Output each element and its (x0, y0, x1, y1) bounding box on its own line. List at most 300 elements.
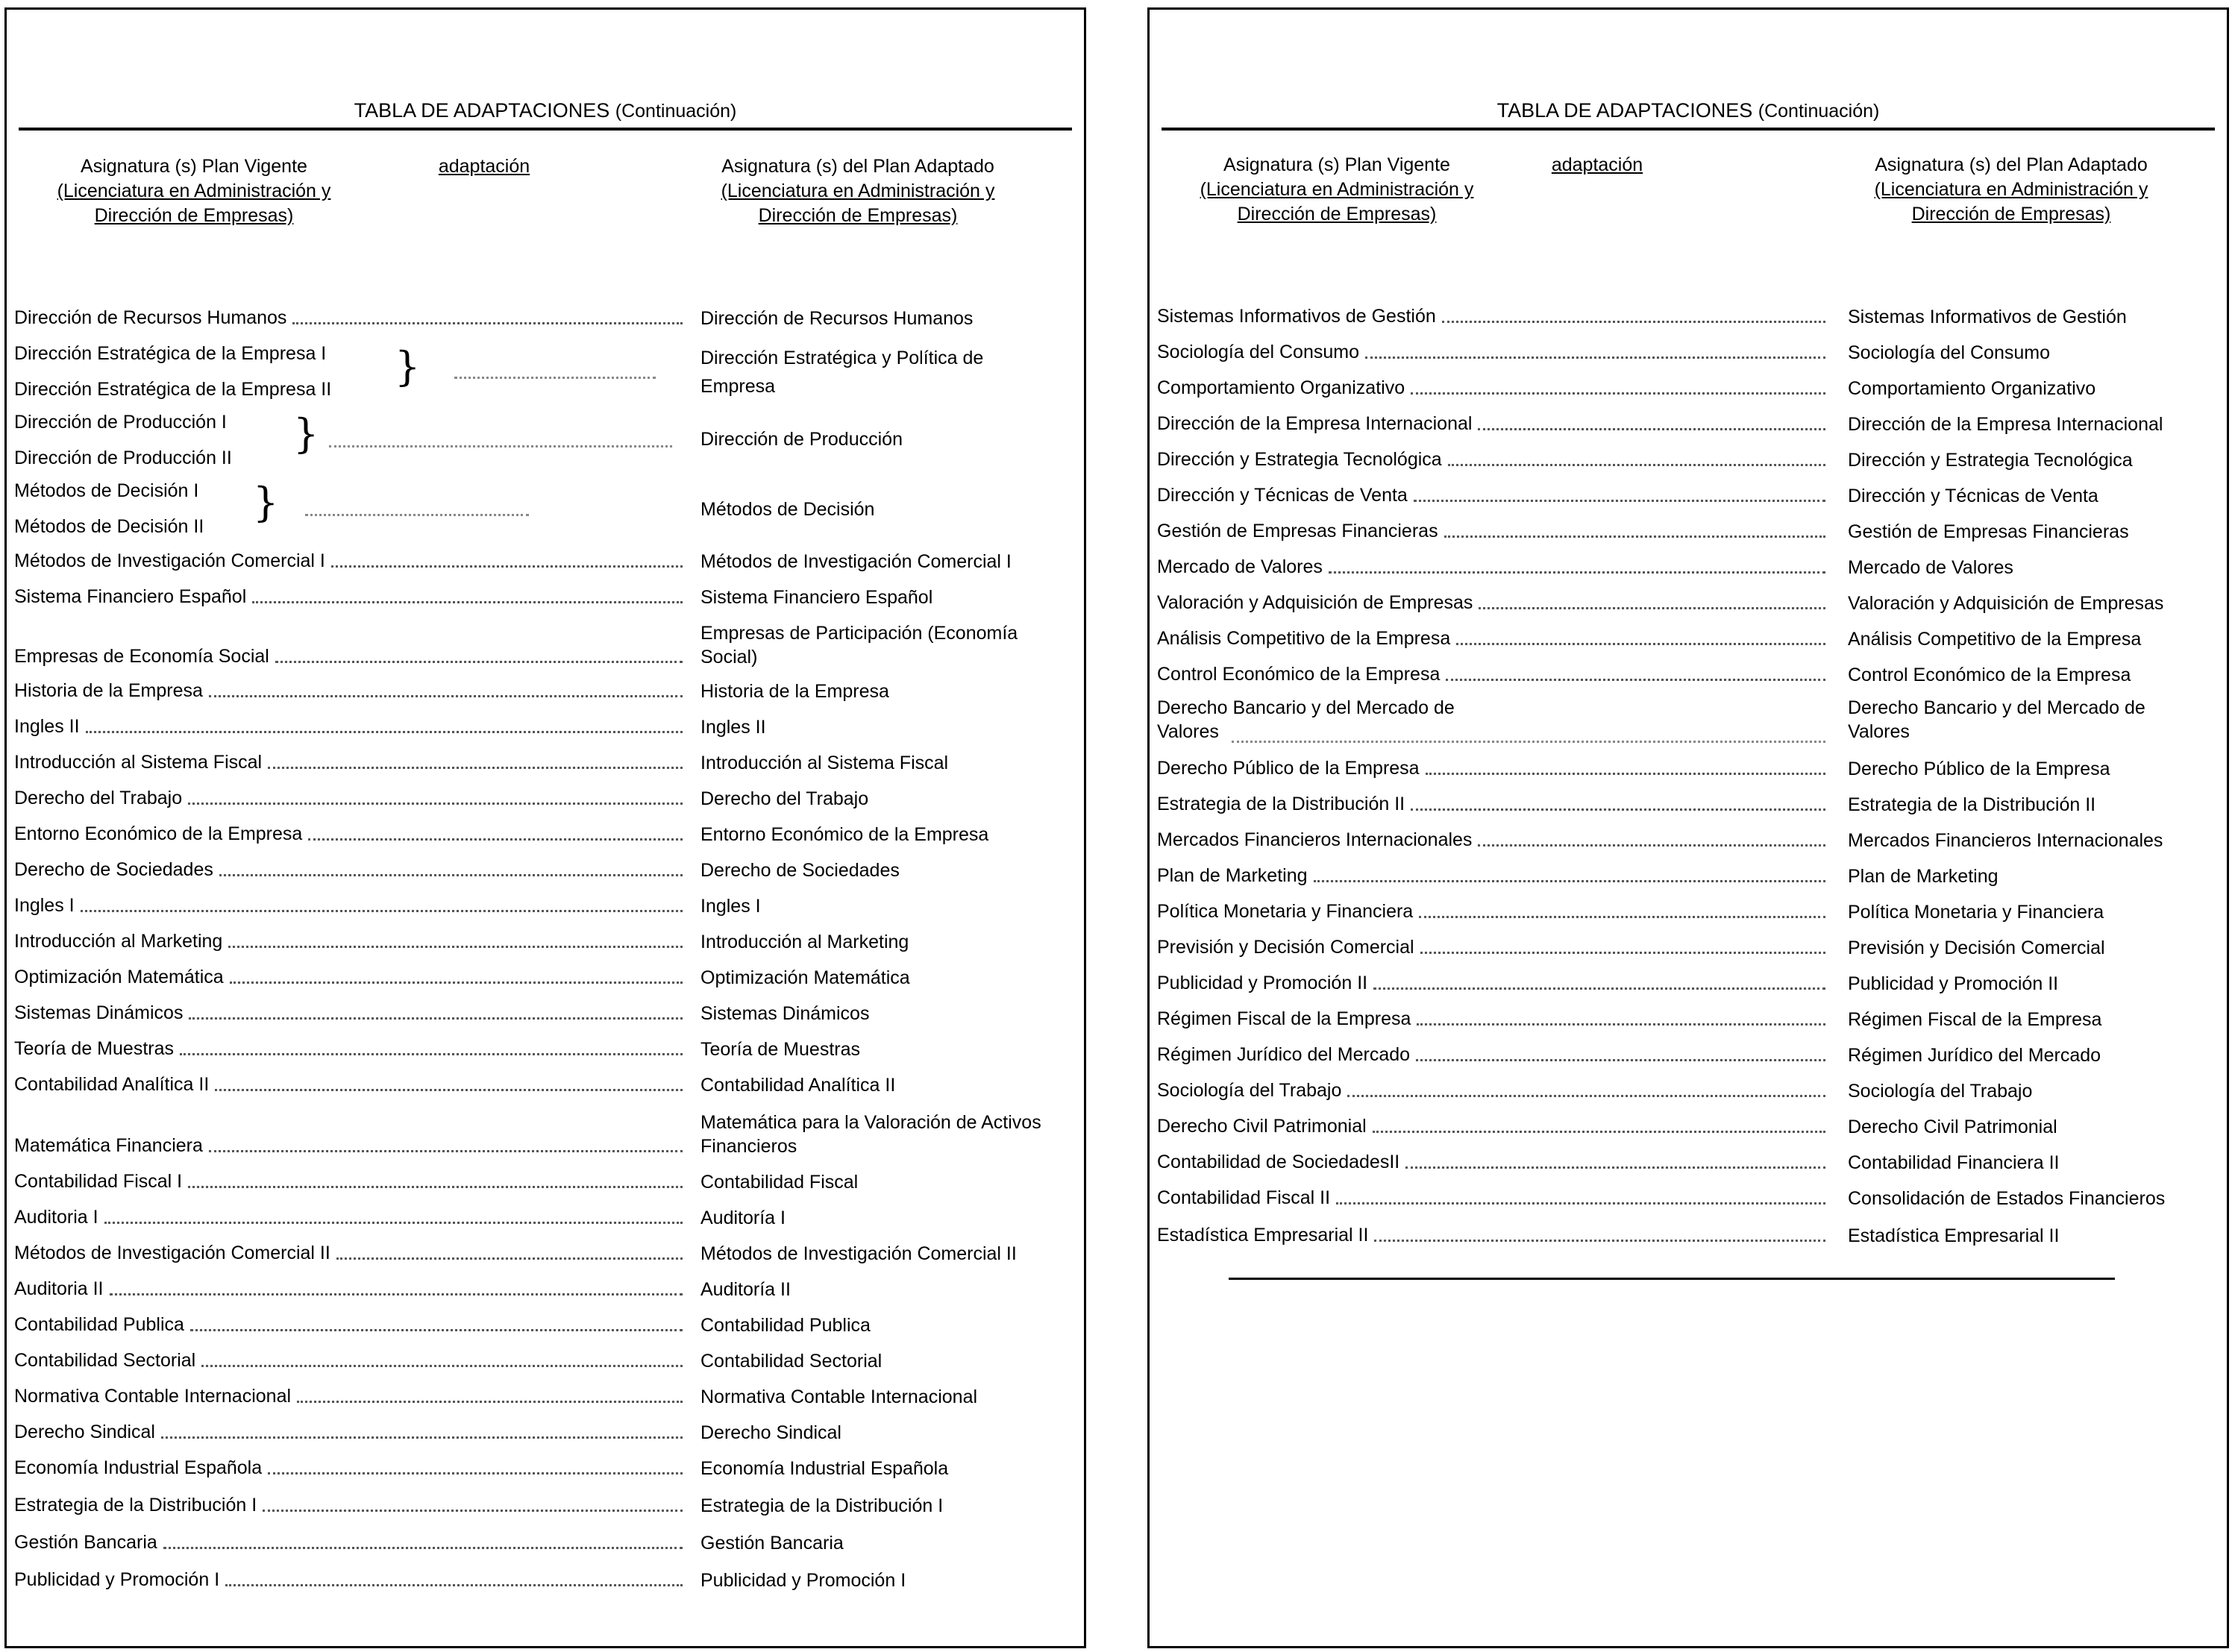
vigente-text: Dirección de Recursos Humanos (14, 307, 287, 328)
table-row (7, 1106, 1084, 1158)
vigente-text: Contabilidad de SociedadesII (1157, 1152, 1400, 1172)
vigente-cell (1157, 518, 1825, 544)
table-row (1150, 375, 2227, 401)
leader-dots (275, 661, 683, 663)
vigente-cell (14, 1276, 683, 1301)
leader-dots (230, 982, 683, 984)
adaptado-text: Sistema Financiero Español (700, 587, 933, 608)
vigente-cell (1157, 1149, 1825, 1175)
adaptado-text: Gestión de Empresas Financieras (1848, 521, 2129, 542)
vigente-text: Estrategia de la Distribución II (1157, 794, 1405, 814)
adaptado-text: Control Económico de la Empresa (1848, 665, 2131, 685)
adaptado-text: Estadística Empresarial II (1848, 1225, 2060, 1246)
page-left (4, 7, 1086, 1648)
leader-dots (1416, 1059, 1825, 1061)
vigente-cell (1157, 1114, 1825, 1139)
leader-dots (1478, 428, 1825, 430)
vigente-text: Análisis Competitivo de la Empresa (1157, 628, 1451, 649)
vigente-cell (1157, 899, 1825, 924)
vigente-text: Métodos de Investigación Comercial I (14, 550, 325, 571)
table-row (1150, 756, 2227, 781)
header-line: (Licenciatura en Administración y (1874, 179, 2148, 200)
vigente-text: Contabilidad Publica (14, 1314, 184, 1335)
adaptado-text: Estrategia de la Distribución I (700, 1495, 944, 1516)
table-row (7, 678, 1084, 703)
vigente-cell (14, 964, 683, 990)
vigente-text: Régimen Fiscal de la Empresa (1157, 1008, 1411, 1029)
leader-dots (1456, 643, 1825, 645)
leader-dots (219, 874, 683, 876)
vigente-text: Estadística Empresarial II (1157, 1225, 1369, 1246)
header-line: Asignatura (s) Plan Vigente (1223, 154, 1450, 175)
vigente-cell (1157, 791, 1825, 817)
leader-dots (1405, 1166, 1825, 1169)
table-row (1150, 1114, 2227, 1139)
leader-dots (1329, 571, 1825, 574)
vigente-text: Economía Industrial Española (14, 1457, 263, 1478)
table-row (1150, 696, 2227, 747)
title-note: (Continuación) (615, 101, 737, 122)
vigente-cell (14, 1312, 683, 1337)
vigente-text: Derecho Público de la Empresa (1157, 758, 1420, 779)
vigente-text: Derecho de Sociedades (14, 859, 213, 880)
table-row-group (7, 478, 1084, 541)
leader-dots (86, 731, 683, 733)
adaptation-table (7, 10, 1084, 1646)
adaptado-text: Análisis Competitivo de la Empresa (1848, 629, 2142, 650)
vigente-text: Contabilidad Sectorial (14, 1350, 196, 1371)
vigente-text: Valoración y Adquisición de Empresas (1157, 592, 1473, 613)
leader-dots (454, 377, 656, 379)
table-row (7, 1276, 1084, 1301)
vigente-text: Plan de Marketing (1157, 865, 1308, 886)
adaptado-text: Previsión y Decisión Comercial (1848, 938, 2105, 958)
adaptado-text: Régimen Jurídico del Mercado (1848, 1045, 2101, 1066)
leader-dots (1314, 880, 1825, 882)
vigente-cell (1157, 626, 1825, 651)
table-row (1150, 626, 2227, 651)
header-line: Dirección de Empresas) (758, 205, 958, 226)
vigente-cell (1157, 483, 1825, 508)
table-row (1150, 970, 2227, 996)
table-row (7, 1455, 1084, 1480)
leader-dots (1420, 952, 1825, 954)
adaptado-text: Teoría de Muestras (700, 1039, 860, 1060)
vigente-cell (14, 377, 337, 402)
table-row (1150, 1222, 2227, 1248)
vigente-text: Métodos de Decisión II (14, 516, 204, 537)
leader-dots (201, 1365, 683, 1367)
leader-dots (252, 601, 683, 603)
vigente-text: Sistema Financiero Español (14, 586, 247, 607)
vigente-cell (1157, 756, 1825, 781)
vigente-text: Derecho Bancario y del Mercado de Valores (1157, 697, 1455, 742)
table-row (1150, 1006, 2227, 1031)
vigente-text: Ingles I (14, 895, 75, 916)
leader-dots (263, 1510, 683, 1512)
leader-dots (1414, 500, 1825, 502)
adaptado-text: Dirección y Estrategia Tecnológica (1848, 450, 2133, 471)
table-row (1150, 411, 2227, 436)
vigente-cell (1157, 1006, 1825, 1031)
leader-dots (292, 322, 683, 324)
leader-dots (1419, 916, 1825, 918)
adaptado-text: Normativa Contable Internacional (700, 1386, 978, 1407)
adaptado-text: Matemática para la Valoración de Activos Financieros (700, 1112, 1041, 1157)
adaptado-text: Comportamiento Organizativo (1848, 378, 2096, 399)
leader-dots (189, 1017, 683, 1020)
vigente-cell (14, 1419, 683, 1445)
leader-dots (268, 1472, 683, 1474)
leader-dots (1448, 464, 1825, 466)
vigente-cell (14, 1455, 683, 1480)
vigente-text: Historia de la Empresa (14, 680, 203, 701)
table-row (7, 893, 1084, 918)
leader-dots (1374, 1240, 1825, 1242)
leader-dots (305, 514, 529, 516)
table-row (1150, 827, 2227, 852)
adaptado-text: Derecho de Sociedades (700, 860, 900, 881)
vigente-cell (14, 1205, 683, 1230)
header-line: Asignatura (s) del Plan Adaptado (721, 156, 994, 177)
adaptado-text: Contabilidad Publica (700, 1315, 871, 1336)
adaptado-text: Derecho Sindical (700, 1422, 841, 1443)
vigente-cell (14, 1036, 683, 1061)
table-row (7, 1492, 1084, 1518)
table-row (1150, 1149, 2227, 1175)
end-rule (1229, 1278, 1769, 1280)
adaptation-table (1150, 10, 2227, 1646)
adaptado-text: Contabilidad Sectorial (700, 1351, 883, 1372)
adaptado-text: Dirección y Técnicas de Venta (1848, 486, 2098, 506)
header-line: Dirección de Empresas) (94, 205, 294, 226)
adaptado-text: Dirección de Producción (700, 429, 903, 450)
vigente-text: Régimen Jurídico del Mercado (1157, 1044, 1411, 1065)
vigente-cell (14, 678, 683, 703)
vigente-cell (14, 305, 683, 330)
vigente-cell (1157, 304, 1825, 329)
leader-dots (1479, 607, 1825, 609)
table-row (7, 1169, 1084, 1194)
vigente-text: Gestión de Empresas Financieras (1157, 521, 1438, 541)
table-row (7, 617, 1084, 669)
adaptado-text: Introducción al Sistema Fiscal (700, 753, 949, 773)
adaptado-text: Publicidad y Promoción I (700, 1570, 906, 1591)
vigente-cell (14, 548, 683, 574)
leader-dots (1411, 808, 1825, 811)
adaptado-text: Sistemas Informativos de Gestión (1848, 307, 2127, 327)
vigente-text: Matemática Financiera (14, 1135, 203, 1156)
leader-dots (1426, 773, 1825, 775)
adaptado-text: Gestión Bancaria (700, 1533, 844, 1554)
vigente-text: Estrategia de la Distribución I (14, 1495, 257, 1516)
vigente-text: Sistemas Dinámicos (14, 1002, 184, 1023)
table-row (1150, 1078, 2227, 1103)
leader-dots (180, 1053, 683, 1055)
adaptado-text: Mercado de Valores (1848, 557, 2013, 578)
adaptado-text: Publicidad y Promoción II (1848, 973, 2059, 994)
adaptado-text: Sistemas Dinámicos (700, 1003, 870, 1024)
leader-dots (1336, 1202, 1825, 1205)
leader-dots (1232, 741, 1825, 743)
vigente-cell (14, 1169, 683, 1194)
vigente-cell (14, 1072, 683, 1097)
vigente-cell (14, 857, 683, 882)
table-row (1150, 899, 2227, 924)
header-line: Asignatura (s) Plan Vigente (81, 156, 307, 177)
leader-dots (1347, 1095, 1825, 1097)
adaptado-text: Métodos de Investigación Comercial II (700, 1243, 1017, 1264)
vigente-cell (1157, 411, 1825, 436)
table-row (7, 584, 1084, 609)
table-row (7, 821, 1084, 847)
vigente-cell (14, 584, 683, 609)
vigente-cell (14, 1240, 683, 1266)
leader-dots (331, 565, 683, 568)
adaptado-text: Auditoría II (700, 1279, 791, 1300)
leader-dots (1411, 392, 1825, 395)
table-row (7, 1348, 1084, 1373)
table-row (1150, 304, 2227, 329)
adaptado-text: Estrategia de la Distribución II (1848, 794, 2096, 815)
adaptado-text: Derecho Público de la Empresa (1848, 759, 2110, 779)
table-row (7, 1205, 1084, 1230)
leader-dots (104, 1222, 683, 1224)
vigente-text: Auditoria I (14, 1207, 98, 1228)
table-row (1150, 863, 2227, 888)
vigente-cell (14, 1384, 683, 1409)
vigente-text: Entorno Económico de la Empresa (14, 823, 303, 844)
vigente-cell (1157, 1185, 1825, 1210)
adaptado-text: Métodos de Decisión (700, 499, 875, 520)
header-line: Dirección de Empresas) (1237, 204, 1437, 224)
table-row (7, 1419, 1084, 1445)
table-row (7, 305, 1084, 330)
table-row (1150, 447, 2227, 472)
adaptado-text: Optimización Matemática (700, 967, 910, 988)
table-row (7, 857, 1084, 882)
leader-dots (329, 445, 672, 447)
table-row (7, 1567, 1084, 1592)
table-row (1150, 590, 2227, 615)
leader-dots (1373, 1131, 1825, 1133)
vigente-text: Introducción al Marketing (14, 931, 223, 952)
vigente-text: Gestión Bancaria (14, 1532, 157, 1553)
vigente-cell (14, 929, 683, 954)
vigente-text: Dirección Estratégica de la Empresa II (14, 379, 332, 400)
leader-dots (188, 1186, 683, 1188)
leader-dots (163, 1547, 683, 1549)
vigente-text: Dirección de Producción II (14, 447, 232, 468)
vigente-text: Contabilidad Fiscal II (1157, 1187, 1331, 1208)
table-row (7, 1312, 1084, 1337)
end-rule (1742, 1278, 2115, 1280)
vigente-text: Derecho Civil Patrimonial (1157, 1116, 1367, 1137)
leader-dots (81, 910, 683, 912)
vigente-cell (1157, 554, 1825, 580)
adaptado-text: Auditoría I (700, 1207, 786, 1228)
vigente-cell (1157, 339, 1825, 365)
adaptado-text: Dirección de Recursos Humanos (700, 308, 974, 329)
vigente-text: Mercado de Valores (1157, 556, 1323, 577)
vigente-text: Contabilidad Analítica II (14, 1074, 210, 1095)
adaptado-text: Valoración y Adquisición de Empresas (1848, 593, 2164, 614)
vigente-text: Métodos de Decisión I (14, 480, 199, 501)
vigente-text: Dirección y Estrategia Tecnológica (1157, 449, 1442, 470)
adaptado-text: Régimen Fiscal de la Empresa (1848, 1009, 2102, 1030)
adaptado-text: Dirección de la Empresa Internacional (1848, 414, 2163, 435)
leader-dots (228, 946, 683, 948)
adaptado-text: Derecho del Trabajo (700, 788, 869, 809)
table-row (1150, 791, 2227, 817)
vigente-cell (1157, 970, 1825, 996)
vigente-cell (1157, 1042, 1825, 1067)
title-text: TABLA DE ADAPTACIONES (1496, 99, 1753, 122)
table-row (1150, 662, 2227, 687)
vigente-cell (1157, 662, 1825, 687)
vigente-text: Control Económico de la Empresa (1157, 664, 1441, 685)
vigente-text: Optimización Matemática (14, 967, 224, 987)
vigente-cell (14, 1567, 683, 1592)
adaptado-text: Entorno Económico de la Empresa (700, 824, 989, 845)
header-line: Dirección de Empresas) (1911, 204, 2111, 224)
vigente-text: Previsión y Decisión Comercial (1157, 937, 1414, 958)
vigente-text: Auditoria II (14, 1278, 104, 1299)
vigente-cell (1157, 935, 1825, 960)
adaptado-text: Ingles II (700, 717, 766, 738)
table-row (7, 548, 1084, 574)
vigente-cell (14, 644, 683, 669)
vigente-cell (14, 478, 204, 503)
leader-dots (308, 838, 683, 841)
adaptado-text: Contabilidad Fiscal (700, 1172, 859, 1193)
brace-icon: } (253, 479, 279, 526)
title-note: (Continuación) (1758, 101, 1880, 122)
header-line: (Licenciatura en Administración y (1200, 179, 1474, 200)
table-row (7, 1036, 1084, 1061)
vigente-cell (1157, 1222, 1825, 1248)
leader-dots (1444, 536, 1825, 538)
header-line: (Licenciatura en Administración y (721, 180, 995, 201)
vigente-cell (14, 785, 683, 811)
vigente-cell (14, 1000, 683, 1026)
leader-dots (1478, 844, 1825, 847)
table-row (1150, 935, 2227, 960)
table-row (1150, 554, 2227, 580)
leader-dots (110, 1293, 683, 1295)
adaptado-text: Derecho Civil Patrimonial (1848, 1116, 2057, 1137)
vigente-cell (14, 750, 683, 775)
leader-dots (190, 1329, 683, 1331)
vigente-text: Derecho del Trabajo (14, 788, 183, 808)
table-row (7, 1000, 1084, 1026)
header-line: adaptación (1551, 154, 1643, 175)
vigente-text: Empresas de Economía Social (14, 646, 269, 667)
leader-dots (1442, 321, 1825, 323)
leader-dots (161, 1436, 683, 1439)
vigente-text: Introducción al Sistema Fiscal (14, 752, 263, 773)
header-line: (Licenciatura en Administración y (57, 180, 331, 201)
adaptado-text: Historia de la Empresa (700, 681, 889, 702)
brace-icon: } (293, 410, 319, 457)
adaptado-text: Derecho Bancario y del Mercado de Valores (1848, 697, 2145, 742)
table-row-group (7, 409, 1084, 472)
vigente-cell (1157, 590, 1825, 615)
vigente-cell (14, 1348, 683, 1373)
vigente-cell (14, 821, 683, 847)
adaptado-text: Política Monetaria y Financiera (1848, 902, 2104, 923)
vigente-text: Sociología del Trabajo (1157, 1080, 1342, 1101)
adaptado-text: Contabilidad Analítica II (700, 1075, 896, 1096)
adaptado-text: Mercados Financieros Internacionales (1848, 830, 2163, 851)
brace-icon: } (395, 343, 421, 390)
vigente-text: Dirección y Técnicas de Venta (1157, 485, 1408, 506)
vigente-text: Dirección de la Empresa Internacional (1157, 413, 1473, 434)
vigente-text: Sociología del Consumo (1157, 342, 1359, 362)
vigente-text: Dirección Estratégica de la Empresa I (14, 343, 327, 364)
table-row (7, 1384, 1084, 1409)
vigente-cell (14, 1492, 683, 1518)
adaptado-text: Consolidación de Estados Financieros (1848, 1188, 2166, 1209)
adaptado-text: Sociología del Consumo (1848, 342, 2050, 363)
adaptado-text: Plan de Marketing (1848, 866, 1999, 887)
vigente-cell (14, 514, 210, 539)
table-row (1150, 1042, 2227, 1067)
vigente-text: Derecho Sindical (14, 1422, 155, 1442)
table-row (7, 1072, 1084, 1097)
vigente-text: Mercados Financieros Internacionales (1157, 829, 1473, 850)
vigente-cell (14, 1133, 683, 1158)
vigente-cell (14, 445, 238, 471)
table-row (1150, 1185, 2227, 1210)
table-row (1150, 483, 2227, 508)
vigente-text: Política Monetaria y Financiera (1157, 901, 1414, 922)
leader-dots (225, 1584, 683, 1586)
vigente-cell (1157, 827, 1825, 852)
table-row (7, 714, 1084, 739)
vigente-text: Sistemas Informativos de Gestión (1157, 306, 1436, 327)
adaptado-text: Sociología del Trabajo (1848, 1081, 2033, 1102)
vigente-cell (14, 893, 683, 918)
leader-dots (209, 1150, 683, 1152)
vigente-cell (1157, 375, 1825, 401)
header-line: Asignatura (s) del Plan Adaptado (1875, 154, 2148, 175)
leader-dots (336, 1257, 683, 1260)
table-row (7, 785, 1084, 811)
leader-dots (1373, 987, 1825, 990)
adaptado-text: Empresas de Participación (Economía Social) (700, 623, 1018, 668)
leader-dots (1446, 679, 1825, 681)
adaptado-text: Métodos de Investigación Comercial I (700, 551, 1012, 572)
vigente-text: Métodos de Investigación Comercial II (14, 1243, 330, 1263)
table-row (7, 1530, 1084, 1555)
table-row-group (7, 341, 1084, 403)
leader-dots (268, 767, 683, 769)
table-row (7, 750, 1084, 775)
vigente-text: Publicidad y Promoción I (14, 1569, 220, 1590)
table-row (1150, 339, 2227, 365)
page-right (1147, 7, 2229, 1648)
vigente-text: Contabilidad Fiscal I (14, 1171, 183, 1192)
vigente-text: Normativa Contable Internacional (14, 1386, 292, 1407)
table-row (7, 929, 1084, 954)
header-line: adaptación (438, 156, 530, 177)
table-row (7, 964, 1084, 990)
vigente-cell (14, 409, 233, 435)
vigente-text: Publicidad y Promoción II (1157, 973, 1368, 993)
leader-dots (188, 803, 683, 805)
table-row (1150, 518, 2227, 544)
